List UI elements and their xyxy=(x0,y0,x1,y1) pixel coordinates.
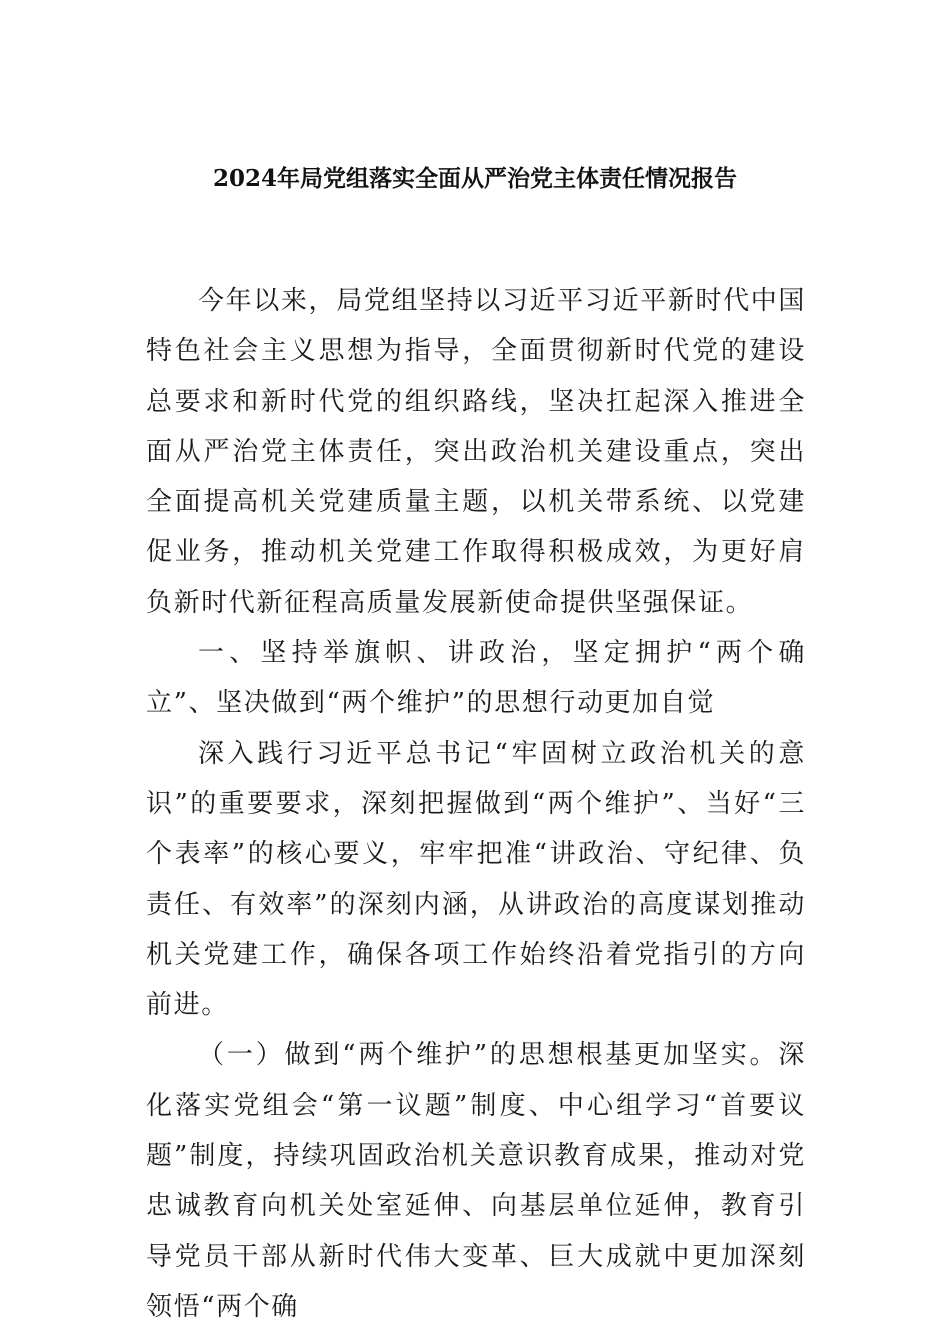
document-body xyxy=(146,276,806,1332)
section-paragraph: 深入践行习近平总书记“牢固树立政治机关的意识”的重要要求，深刻把握做到“两个维护”、当好“三个表率”的核心要义，牢牢把准“讲政治、守纪律、负责任、有效率”的深刻内涵，从讲政治的高度谋划推动机关党建工作，确保各项工作始终沿着党指引的方向前进。 xyxy=(146,738,806,1021)
intro-paragraph: 今年以来，局党组坚持以习近平习近平新时代中国特色社会主义思想为指导，全面贯彻新时代党的建设总要求和新时代党的组织路线，坚决扛起深入推进全面从严治党主体责任，突出政治机关建设重点，突出全面提高机关党建质量主题，以机关带系统、以党建促业务，推动机关党建工作取得积极成效，为更好肩负新时代新征程高质量发展新使命提供坚强保证。 xyxy=(146,286,806,618)
subsection-paragraph-1: （一）做到“两个维护”的思想根基更加坚实。深化落实党组会“第一议题”制度、中心组学习“首要议题”制度，持续巩固政治机关意识教育成果，推动对党忠诚教育向机关处室延伸、向基层单位延伸，教育引导党员干部从新时代伟大变革、巨大成就中更加深刻领悟“两个确 xyxy=(146,1040,806,1322)
document-title: 2024年局党组落实全面从严治党主体责任情况报告 xyxy=(212,165,737,192)
section-heading-1: 一、坚持举旗帜、讲政治，坚定拥护“两个确立”、坚决做到“两个维护”的思想行动更加自觉 xyxy=(146,638,806,719)
